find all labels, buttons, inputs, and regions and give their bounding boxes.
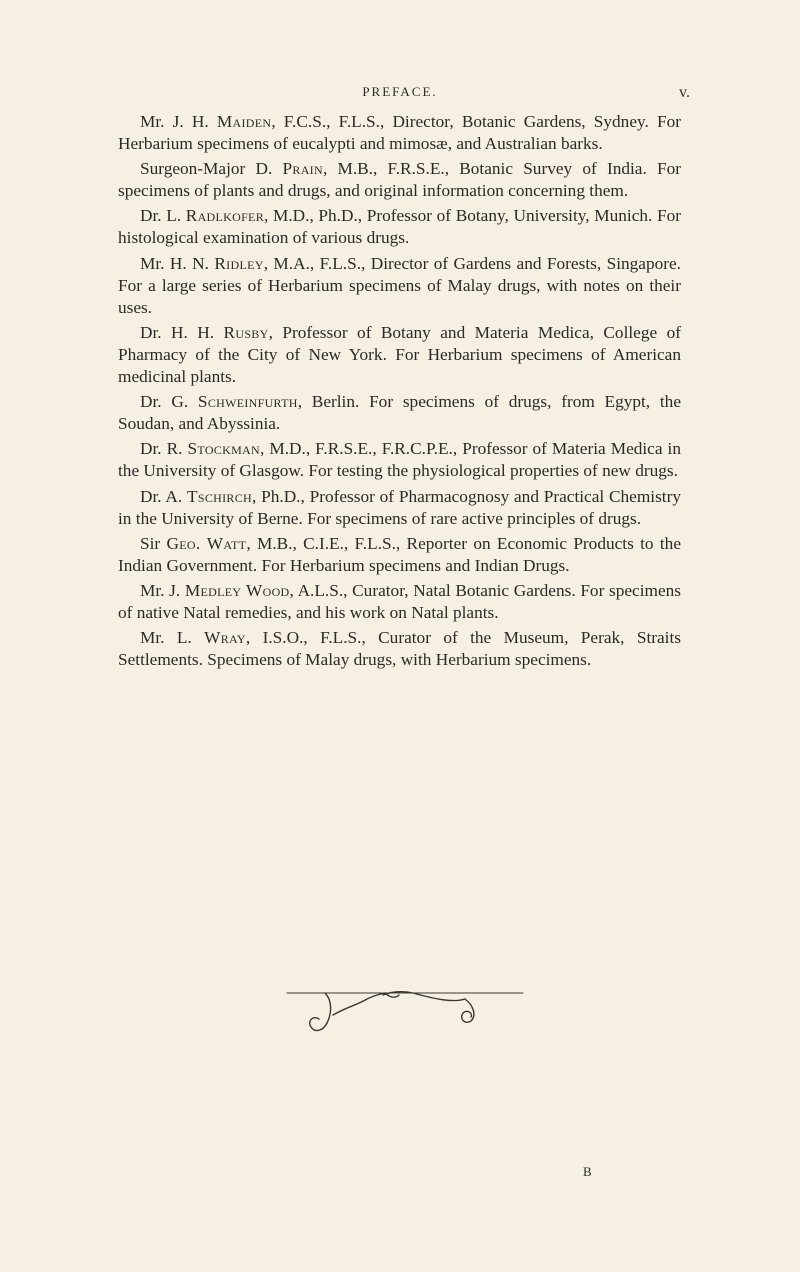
acknowledgement-entry bbox=[118, 205, 681, 249]
entry-text: , F.C.S., F.L.S., Director, Botanic Gardens, Sydney. For Herbarium specimens of eucalypti and mimosæ, and Australian barks. bbox=[118, 112, 681, 154]
acknowledgement-entry bbox=[118, 391, 681, 435]
acknowledgement-entry bbox=[118, 486, 681, 530]
entry-name: Prain bbox=[282, 159, 323, 179]
entry-text: , Berlin. For specimens of drugs, from Egypt, the Soudan, and Abyssinia. bbox=[118, 392, 681, 434]
entry-name: Ridley bbox=[214, 253, 264, 273]
acknowledgement-entry bbox=[118, 253, 681, 319]
entry-prefix: Sir bbox=[140, 533, 167, 553]
acknowledgement-entry bbox=[118, 322, 681, 388]
page-number: v. bbox=[679, 84, 690, 101]
entry-text: , A.L.S., Curator, Natal Botanic Gardens. For specimens of native Natal remedies, and his work on Natal plants. bbox=[118, 580, 681, 622]
entry-name: Medley Wood bbox=[184, 580, 290, 600]
entry-prefix: Dr. L. bbox=[140, 206, 186, 226]
entry-text: , M.B., C.I.E., F.L.S., Reporter on Economic Products to the Indian Government. For Herbarium specimens and Indian Drugs. bbox=[118, 533, 681, 575]
entry-text: , Professor of Botany and Materia Medica, College of Pharmacy of the City of New York. For Herbarium specimens of American medicinal plants. bbox=[118, 322, 681, 387]
acknowledgement-entry bbox=[118, 158, 681, 202]
running-title: PREFACE. bbox=[362, 84, 438, 99]
entry-name: Maiden bbox=[216, 112, 272, 131]
acknowledgement-entry bbox=[118, 627, 681, 671]
entry-prefix: Mr. J. H. bbox=[140, 112, 217, 131]
entry-name: Rusby bbox=[223, 322, 269, 342]
entry-text: , Ph.D., Professor of Pharmacognosy and Practical Chemistry in the University of Berne. For specimens of rare active principles of drugs. bbox=[118, 486, 681, 528]
entry-prefix: Dr. A. bbox=[140, 486, 188, 506]
entry-prefix: Dr. H. H. bbox=[140, 322, 224, 342]
acknowledgements-list bbox=[118, 111, 681, 674]
entry-text: , I.S.O., F.L.S., Curator of the Museum, Perak, Straits Settlements. Specimens of Malay drugs, with Herbarium specimens. bbox=[118, 628, 681, 670]
tailpiece-ornament-icon bbox=[285, 985, 525, 1037]
entry-name: Geo. Watt bbox=[166, 533, 247, 553]
acknowledgement-entry bbox=[118, 580, 681, 624]
entry-name: Radlkofer bbox=[185, 206, 264, 226]
entry-prefix: Mr. L. bbox=[140, 628, 205, 648]
entry-prefix: Dr. G. bbox=[140, 392, 198, 412]
entry-text: , M.D., F.R.S.E., F.R.C.P.E., Professor of Materia Medica in the University of Glasgow. For testing the physiological properties of new drugs. bbox=[118, 439, 681, 481]
acknowledgement-entry bbox=[118, 438, 681, 482]
entry-text: , M.A., F.L.S., Director of Gardens and Forests, Singapore. For a large series of Herbarium specimens of Malay drugs, with notes on their uses. bbox=[118, 253, 681, 317]
entry-prefix: Surgeon-Major D. bbox=[140, 159, 283, 179]
entry-prefix: Mr. J. bbox=[140, 580, 185, 600]
entry-prefix: Mr. H. N. bbox=[140, 253, 215, 273]
entry-prefix: Dr. R. bbox=[140, 439, 188, 459]
entry-name: Tschirch bbox=[187, 486, 253, 506]
running-head bbox=[0, 78, 800, 108]
entry-text: , M.B., F.R.S.E., Botanic Survey of India. For specimens of plants and drugs, and original information concerning them. bbox=[118, 159, 681, 201]
acknowledgement-entry bbox=[118, 533, 681, 577]
entry-name: Stockman bbox=[187, 439, 260, 459]
entry-text: , M.D., Ph.D., Professor of Botany, University, Munich. For histological examination of various drugs. bbox=[118, 206, 681, 248]
acknowledgement-entry bbox=[118, 111, 681, 155]
entry-name: Wray bbox=[204, 628, 246, 648]
signature-mark: B bbox=[583, 1164, 592, 1179]
entry-name: Schweinfurth bbox=[197, 392, 298, 412]
